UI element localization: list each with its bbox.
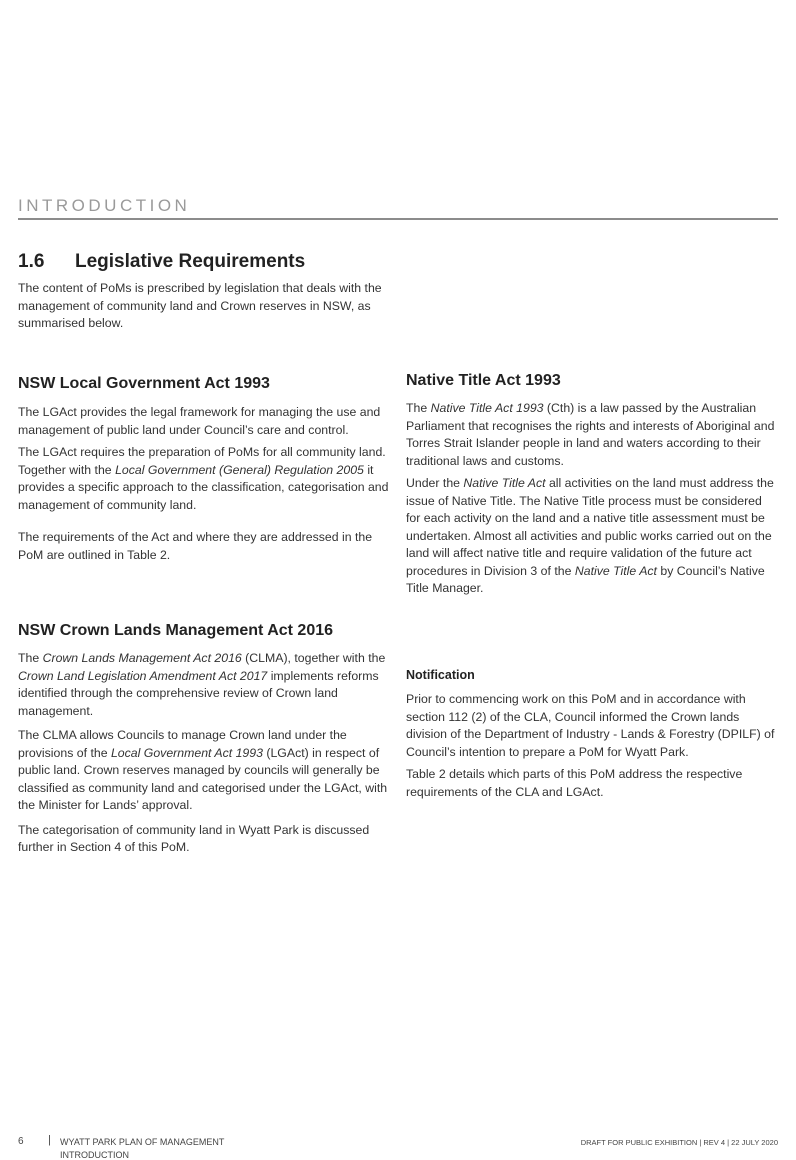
cla-paragraph-1: The Crown Lands Management Act 2016 (CLMA), together with the Crown Land Legislation Amendment Act 2017 implements reforms identified through the comprehensive review of Crown land management. bbox=[18, 651, 386, 718]
notification-paragraph-1: Prior to commencing work on this PoM and in accordance with section 112 (2) of the CLA, Council informed the Crown lands division of the Department of Industry - Lands & Forestry (DPILF) of Council’s intention to prepare a PoM for Wyatt Park. bbox=[406, 692, 775, 759]
nta-title-italic-2: Native Title Act bbox=[463, 476, 546, 490]
section-number: 1.6 bbox=[18, 251, 45, 272]
cla-section bbox=[18, 622, 390, 857]
lga-heading: NSW Local Government Act 1993 bbox=[18, 375, 270, 392]
nta-paragraph-1: The Native Title Act 1993 (Cth) is a law passed by the Australian Parliament that recognises the rights and interests of Aboriginal and Torres Strait Islander people in land and waters according to their traditional laws and customs. bbox=[406, 401, 775, 468]
cla-paragraph-3: The categorisation of community land in Wyatt Park is discussed further in Section 4 of this PoM. bbox=[18, 822, 370, 854]
intro-block bbox=[18, 280, 390, 333]
footer-revision: DRAFT FOR PUBLIC EXHIBITION | REV 4 | 22 JULY 2020 bbox=[580, 1138, 778, 1147]
notification-section bbox=[406, 668, 778, 801]
section-divider bbox=[18, 218, 778, 220]
nta-title-italic-3: Native Title Act bbox=[574, 563, 657, 578]
page-number: 6 bbox=[18, 1136, 24, 1147]
lga-act-title: Local Government Act 1993 bbox=[110, 745, 263, 760]
notification-heading: Notification bbox=[406, 668, 475, 682]
section-title: Legislative Requirements bbox=[75, 251, 306, 272]
lga-paragraph-1: The LGAct provides the legal framework for managing the use and management of public land under Council’s care and control. bbox=[18, 405, 381, 437]
notification-paragraph-2: Table 2 details which parts of this PoM address the respective requirements of the CLA and LGAct. bbox=[406, 767, 743, 799]
footer-document-title: WYATT PARK PLAN OF MANAGEMENT bbox=[60, 1137, 225, 1147]
lga-paragraph-2: The LGAct requires the preparation of PoMs for all community land. Together with the Local Government (General) Regulation 2005 it provides a specific approach to the classification, categorisation and management of community land. bbox=[18, 445, 389, 512]
regulation-title: Local Government (General) Regulation 2005 bbox=[115, 462, 364, 477]
nta-title-italic: Native Title Act 1993 bbox=[430, 401, 544, 415]
nta-paragraph-2: Under the Native Title Act all activities on the land must address the issue of Native Title. The Native Title process must be considered for each activity on the land and a native title assessment must be undertaken. Almost all activities and public works carried out on the land will affect native title and require validation of the future act procedures in Division 3 of the Native Title Act by Council’s Native Title Manager. bbox=[406, 476, 774, 595]
amendment-act-title: Crown Land Legislation Amendment Act 2017 bbox=[18, 668, 268, 683]
lga-section bbox=[18, 375, 390, 564]
nta-section bbox=[406, 372, 778, 598]
section-heading bbox=[18, 251, 305, 273]
footer-section-name: INTRODUCTION bbox=[60, 1150, 129, 1160]
cla-paragraph-2: The CLMA allows Councils to manage Crown land under the provisions of the Local Government Act 1993 (LGAct) in respect of public land. Crown reserves managed by councils will generally be classified as community land and categorised under the LGAct, with the Minister for Lands’ approval. bbox=[18, 728, 388, 812]
clma-title: Crown Lands Management Act 2016 bbox=[42, 651, 242, 665]
cla-heading: NSW Crown Lands Management Act 2016 bbox=[18, 622, 334, 639]
lga-paragraph-3: The requirements of the Act and where they are addressed in the PoM are outlined in Table 2. bbox=[18, 530, 373, 562]
nta-heading: Native Title Act 1993 bbox=[406, 372, 561, 389]
footer-separator: | bbox=[48, 1134, 51, 1146]
section-label: INTRODUCTION bbox=[18, 196, 191, 215]
intro-paragraph: The content of PoMs is prescribed by legislation that deals with the management of community land and Crown reserves in NSW, as summarised below. bbox=[18, 281, 382, 330]
